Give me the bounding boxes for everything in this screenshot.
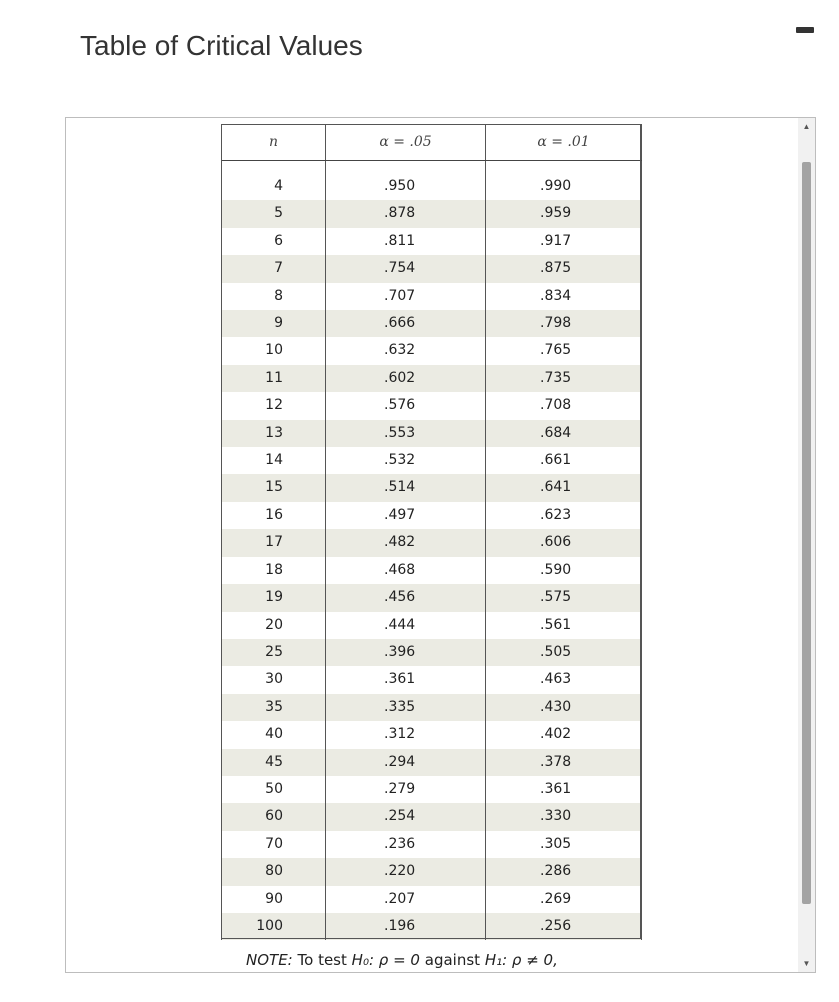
cell-alpha-01: .575: [486, 584, 642, 611]
table-row: [222, 831, 642, 858]
cell-n: 40: [222, 721, 326, 748]
cell-alpha-01: .684: [486, 420, 642, 447]
page-title: Table of Critical Values: [80, 30, 363, 61]
cell-n: 30: [222, 666, 326, 693]
cell-alpha-05: .482: [326, 529, 486, 556]
cell-alpha-05: .456: [326, 584, 486, 611]
cell-n: 19: [222, 584, 326, 611]
cell-alpha-05: .207: [326, 886, 486, 913]
cell-n: 18: [222, 557, 326, 584]
critical-values-table: [221, 124, 642, 940]
cell-alpha-01: .269: [486, 886, 642, 913]
note-label: NOTE:: [246, 951, 293, 969]
cell-alpha-05: .666: [326, 310, 486, 337]
cell-n: 14: [222, 447, 326, 474]
table-row: [222, 283, 642, 310]
table-row: [222, 666, 642, 693]
vertical-scrollbar[interactable]: [798, 118, 815, 972]
cell-alpha-05: .236: [326, 831, 486, 858]
table-row: [222, 557, 642, 584]
cell-alpha-05: .196: [326, 913, 486, 940]
cell-n: 70: [222, 831, 326, 858]
table-row: [222, 858, 642, 885]
cell-alpha-05: .254: [326, 803, 486, 830]
cell-n: 6: [222, 228, 326, 255]
cell-n: 9: [222, 310, 326, 337]
cell-alpha-05: .444: [326, 612, 486, 639]
table-spacer-row: [222, 161, 642, 174]
cell-n: 60: [222, 803, 326, 830]
cell-alpha-01: .286: [486, 858, 642, 885]
table-row: [222, 803, 642, 830]
cell-alpha-05: .497: [326, 502, 486, 529]
cell-alpha-01: .606: [486, 529, 642, 556]
table-row: [222, 721, 642, 748]
header-n: n: [222, 124, 326, 161]
table-row: [222, 886, 642, 913]
cell-n: 13: [222, 420, 326, 447]
cell-alpha-01: .623: [486, 502, 642, 529]
table-row: [222, 584, 642, 611]
cell-alpha-01: .798: [486, 310, 642, 337]
cell-alpha-01: .917: [486, 228, 642, 255]
cell-n: 80: [222, 858, 326, 885]
cell-n: 16: [222, 502, 326, 529]
table-note: [246, 951, 558, 969]
cell-n: 45: [222, 749, 326, 776]
table-row: [222, 228, 642, 255]
table-viewer: [65, 117, 816, 973]
cell-alpha-05: .576: [326, 392, 486, 419]
cell-alpha-05: .811: [326, 228, 486, 255]
table-row: [222, 200, 642, 227]
cell-n: 12: [222, 392, 326, 419]
cell-alpha-01: .765: [486, 337, 642, 364]
cell-alpha-05: .532: [326, 447, 486, 474]
cell-alpha-01: .505: [486, 639, 642, 666]
cell-alpha-01: .256: [486, 913, 642, 940]
table-row: [222, 749, 642, 776]
note-middle: against: [424, 951, 481, 969]
cell-n: 25: [222, 639, 326, 666]
table-row: [222, 365, 642, 392]
cell-alpha-01: .990: [486, 173, 642, 200]
cell-alpha-05: .294: [326, 749, 486, 776]
table-row: [222, 474, 642, 501]
table-row: [222, 255, 642, 282]
cell-n: 11: [222, 365, 326, 392]
note-text-before: To test: [297, 951, 347, 969]
cell-alpha-01: .735: [486, 365, 642, 392]
scroll-up-arrow-icon[interactable]: ▲: [802, 122, 811, 131]
cell-n: 15: [222, 474, 326, 501]
cell-alpha-01: .463: [486, 666, 642, 693]
cell-n: 35: [222, 694, 326, 721]
table-row: [222, 337, 642, 364]
cell-alpha-01: .561: [486, 612, 642, 639]
note-h0: H₀: ρ = 0: [351, 951, 420, 969]
header-alpha-01: α = .01: [486, 124, 642, 161]
table-row: [222, 420, 642, 447]
table-row: [222, 502, 642, 529]
cell-alpha-01: .875: [486, 255, 642, 282]
table-row: [222, 392, 642, 419]
cell-n: 5: [222, 200, 326, 227]
cell-alpha-01: .402: [486, 721, 642, 748]
critical-values-table-container: [221, 124, 641, 940]
minimize-button[interactable]: [796, 27, 814, 33]
cell-alpha-05: .335: [326, 694, 486, 721]
cell-alpha-01: .959: [486, 200, 642, 227]
cell-alpha-05: .754: [326, 255, 486, 282]
note-h1: H₁: ρ ≠ 0,: [484, 951, 558, 969]
cell-alpha-05: .220: [326, 858, 486, 885]
table-row: [222, 173, 642, 200]
cell-alpha-01: .708: [486, 392, 642, 419]
table-header-row: [222, 124, 642, 161]
cell-alpha-01: .590: [486, 557, 642, 584]
table-row: [222, 529, 642, 556]
cell-alpha-05: .553: [326, 420, 486, 447]
cell-alpha-05: .514: [326, 474, 486, 501]
cell-alpha-05: .468: [326, 557, 486, 584]
cell-alpha-01: .361: [486, 776, 642, 803]
table-row: [222, 694, 642, 721]
cell-alpha-05: .950: [326, 173, 486, 200]
table-row: [222, 612, 642, 639]
cell-n: 4: [222, 173, 326, 200]
cell-alpha-05: .878: [326, 200, 486, 227]
table-row: [222, 913, 642, 940]
table-row: [222, 776, 642, 803]
cell-n: 100: [222, 913, 326, 940]
cell-alpha-05: .632: [326, 337, 486, 364]
cell-n: 8: [222, 283, 326, 310]
table-row: [222, 447, 642, 474]
cell-alpha-01: .641: [486, 474, 642, 501]
cell-n: 7: [222, 255, 326, 282]
cell-alpha-01: .330: [486, 803, 642, 830]
cell-n: 90: [222, 886, 326, 913]
cell-alpha-05: .312: [326, 721, 486, 748]
cell-alpha-05: .602: [326, 365, 486, 392]
cell-n: 50: [222, 776, 326, 803]
cell-alpha-01: .305: [486, 831, 642, 858]
table-row: [222, 310, 642, 337]
cell-alpha-01: .834: [486, 283, 642, 310]
cell-alpha-01: .661: [486, 447, 642, 474]
cell-n: 17: [222, 529, 326, 556]
cell-n: 10: [222, 337, 326, 364]
cell-alpha-01: .430: [486, 694, 642, 721]
cell-alpha-05: .279: [326, 776, 486, 803]
scroll-thumb[interactable]: [802, 162, 811, 904]
cell-alpha-05: .707: [326, 283, 486, 310]
header-alpha-05: α = .05: [326, 124, 486, 161]
scroll-down-arrow-icon[interactable]: ▼: [802, 959, 811, 968]
cell-n: 20: [222, 612, 326, 639]
cell-alpha-05: .396: [326, 639, 486, 666]
cell-alpha-05: .361: [326, 666, 486, 693]
cell-alpha-01: .378: [486, 749, 642, 776]
table-row: [222, 639, 642, 666]
